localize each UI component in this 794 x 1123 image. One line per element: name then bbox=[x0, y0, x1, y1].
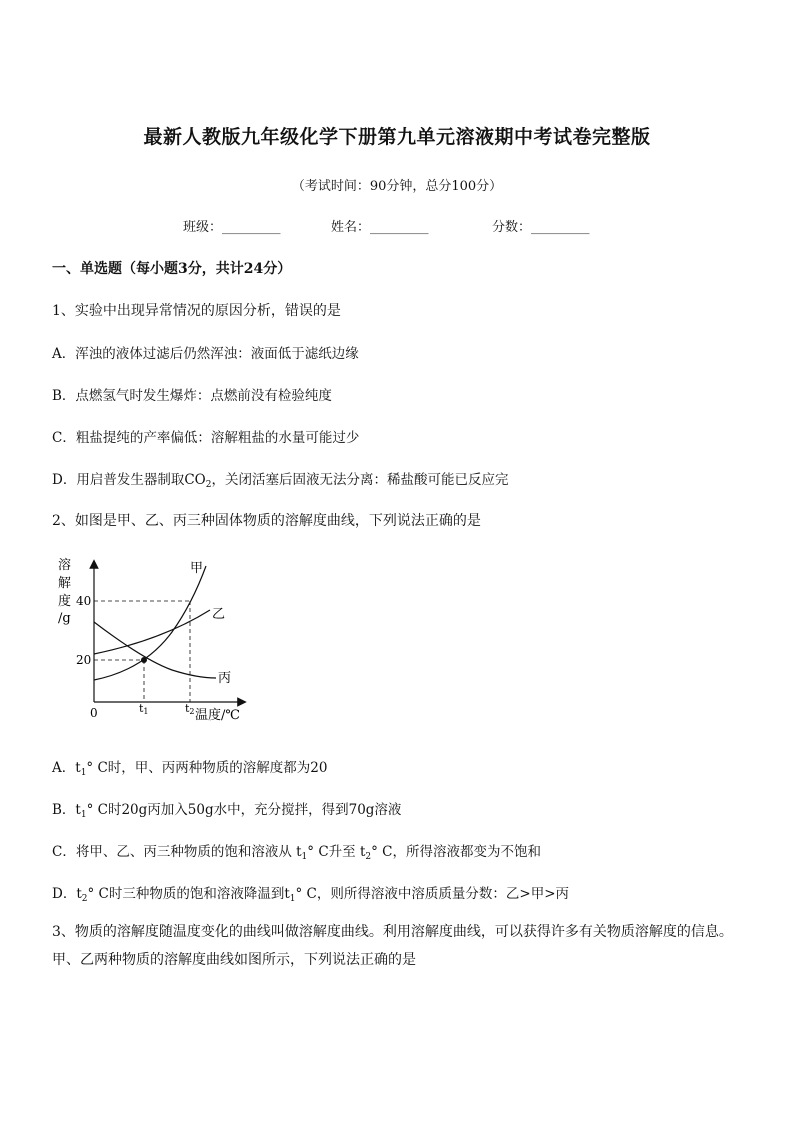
x-axis-label: 温度/℃ bbox=[195, 708, 240, 723]
question-2-option-b: B．$t_1^\circ$ C时20g丙加入50g水中，充分搅拌，得到70g溶液 bbox=[52, 802, 402, 820]
y-label-3: 度 bbox=[58, 594, 72, 609]
series-bing-label: 丙 bbox=[218, 671, 232, 686]
y-label-4: /g bbox=[58, 611, 71, 626]
y-tick-40: 40 bbox=[76, 594, 92, 608]
question-3-stem: 3、物质的溶解度随温度变化的曲线叫做溶解度曲线。利用溶解度曲线，可以获得许多有关物质溶解度的信息。甲、乙两种物质的溶解度曲线如图所示，下列说法正确的是 bbox=[52, 924, 733, 968]
origin-label: 0 bbox=[90, 706, 98, 720]
intersection-point bbox=[141, 657, 147, 663]
question-1-option-d: D．用启普发生器制取$CO_2$，关闭活塞后固液无法分离：稀盐酸可能已反应完 bbox=[52, 472, 509, 490]
section-heading: 一、单选题（每小题3分，共计24分） bbox=[52, 261, 292, 277]
question-1-option-a: A．浑浊的液体过滤后仍然浑浊：液面低于滤纸边缘 bbox=[52, 346, 359, 362]
y-label-2: 解 bbox=[58, 576, 72, 591]
question-1-stem: 1、实验中出现异常情况的原因分析，错误的是 bbox=[52, 303, 341, 319]
question-2-option-d: D．$t_2^\circ$ C时三种物质的饱和溶液降温到$t_1^\circ$ C，则所得溶液中溶质质量分数：乙>甲>丙 bbox=[52, 886, 570, 904]
question-2-option-a: A．$t_1^\circ$ C时，甲、丙两种物质的溶解度都为20 bbox=[52, 760, 328, 778]
class-field: 班级：_________ bbox=[183, 220, 281, 235]
y-tick-20: 20 bbox=[76, 653, 92, 667]
question-1-option-c: C．粗盐提纯的产率偏低：溶解粗盐的水量可能过少 bbox=[52, 430, 360, 446]
solubility-chart bbox=[52, 552, 252, 724]
series-jia-label: 甲 bbox=[190, 561, 204, 576]
x-tick-t1: t1 bbox=[139, 702, 149, 716]
score-field: 分数：_________ bbox=[492, 220, 590, 235]
question-2-option-c: C．将甲、乙、丙三种物质的饱和溶液从 $t_1^\circ$ C升至 $t_2^\circ$ C，所得溶液都变为不饱和 bbox=[52, 844, 541, 862]
question-2-stem: 2、如图是甲、乙、丙三种固体物质的溶解度曲线，下列说法正确的是 bbox=[52, 513, 481, 529]
series-yi-label: 乙 bbox=[212, 607, 226, 622]
exam-info: （考试时间：90分钟，总分100分） bbox=[291, 179, 503, 194]
y-label-1: 溶 bbox=[58, 558, 72, 573]
series-jia-curve bbox=[94, 566, 206, 680]
page-title: 最新人教版九年级化学下册第九单元溶液期中考试卷完整版 bbox=[143, 126, 651, 148]
name-field: 姓名：_________ bbox=[331, 220, 429, 235]
x-tick-t2: t2 bbox=[185, 702, 195, 716]
series-yi-curve bbox=[94, 610, 210, 654]
question-1-option-b: B．点燃氢气时发生爆炸：点燃前没有检验纯度 bbox=[52, 388, 332, 404]
